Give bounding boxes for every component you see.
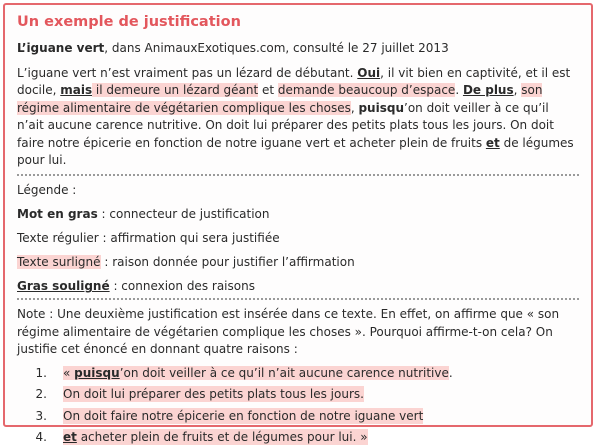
reason-text: acheter plein de fruits et de légumes pour lui. » (76, 430, 368, 445)
text-segment: , il vit bien en captivité, et il est docile, (17, 66, 571, 98)
source-rest: , dans AnimauxExotiques.com, consulté le 27 juillet 2013 (104, 41, 449, 55)
legend-desc: : connexion des raisons (109, 279, 255, 294)
list-number: 4. (35, 430, 47, 445)
source-line (17, 40, 579, 56)
quote-open: « (63, 365, 75, 380)
legend-item-highlight (17, 254, 579, 270)
box-title: Un exemple de justification (17, 14, 241, 30)
legend-term: Texte régulier (17, 231, 99, 246)
list-number: 2. (35, 387, 47, 402)
text-segment: , (350, 100, 359, 115)
list-number: 1. (35, 365, 47, 380)
text-segment: et (258, 83, 278, 98)
legend-term: Gras souligné (17, 279, 110, 294)
legend-term: Texte surligné (17, 255, 101, 270)
highlighted-reason (63, 366, 449, 380)
dotted-divider (17, 298, 579, 300)
source-name: L’iguane vert (17, 41, 105, 55)
connector-puisqu: puisqu (74, 365, 120, 380)
legend-desc: : raison donnée pour justifier l’affirmation (100, 255, 355, 270)
legend-term: Mot en gras (17, 207, 98, 222)
note-paragraph: Note : Une deuxième justification est insérée dans ce texte. En effet, on affirme que « son régime alimentaire de végétarien complique les choses ». Pourquoi affirme-t-on cela? On justifie cet énoncé en donnant quatre raisons : (17, 307, 560, 357)
example-paragraph (17, 65, 579, 169)
text-segment: L’iguane vert n’est vraiment pas un lézard de débutant. (17, 66, 358, 80)
connector-oui: Oui (357, 66, 381, 80)
dotted-divider (17, 174, 579, 176)
legend-item-underline (17, 278, 579, 294)
text-segment: ’on doit veiller à ce qu’il n’ait aucune carence nutritive (17, 100, 549, 133)
highlighted-reason: demande beaucoup d’espace (277, 83, 456, 98)
legend-desc: : affirmation qui sera justifiée (98, 231, 280, 246)
highlighted-reason: son régime alimentaire de végétarien complique les choses (17, 83, 543, 115)
list-item (17, 386, 579, 402)
legend-item-regular (17, 230, 579, 246)
connector-et: et (485, 135, 500, 150)
legend-desc: : connecteur de justification (97, 207, 270, 222)
reason-text: On doit lui préparer des petits plats tous les jours. (63, 387, 364, 402)
reasons-list (17, 365, 579, 445)
connector-et: et (63, 430, 77, 445)
list-number: 3. (35, 408, 47, 423)
highlighted-reason (63, 429, 368, 445)
connector-de-plus: De plus (462, 83, 514, 98)
connector-mais: mais (60, 83, 93, 98)
text-segment: de légumes pour lui. (17, 135, 574, 168)
reason-text: ’on doit veiller à ce qu’il n’ait aucune carence nutritive (119, 365, 449, 380)
legend-heading: Légende : (17, 183, 77, 198)
connector-puisqu: puisqu (358, 100, 404, 115)
list-item (17, 408, 579, 424)
text-segment: , (513, 83, 522, 98)
legend-item-bold (17, 206, 579, 222)
list-item (17, 429, 579, 445)
list-item (17, 365, 579, 381)
reason-text: On doit faire notre épicerie en fonction de notre iguane vert (63, 408, 424, 423)
reason-end: . (448, 365, 453, 380)
text-segment: . On doit lui préparer des petits plats tous les jours. On doit faire notre épicerie en fonction de notre iguane vert et acheter plein de fruits (17, 118, 554, 150)
highlighted-reason: il demeure un lézard géant (92, 83, 259, 98)
text-segment: . (455, 83, 463, 98)
justification-box (3, 3, 593, 445)
